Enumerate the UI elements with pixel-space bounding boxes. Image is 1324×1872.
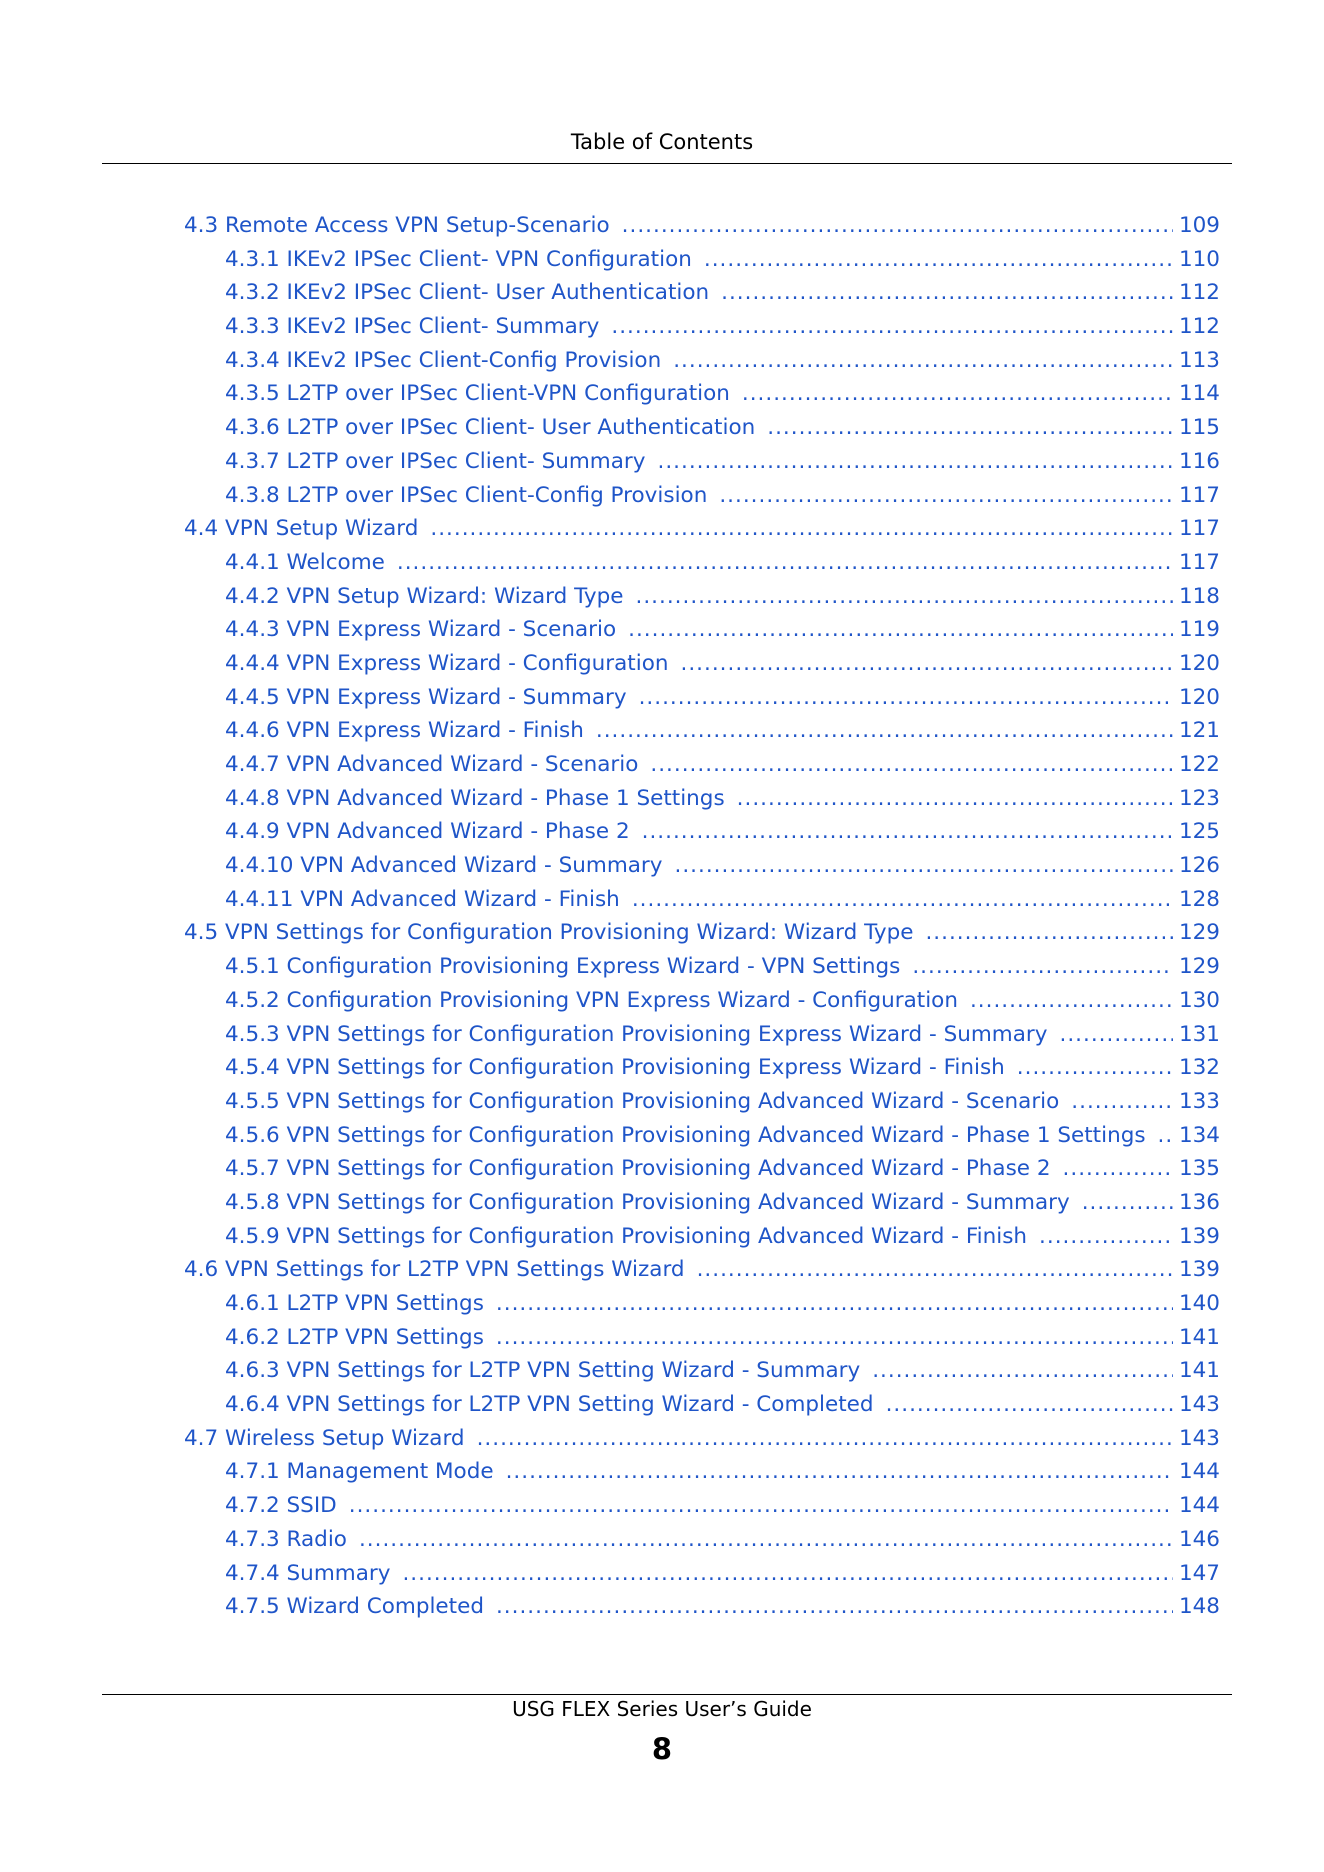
toc-dot-leader <box>1082 1186 1173 1220</box>
toc-dot-leader <box>628 613 1173 647</box>
toc-entry-page: 114 <box>1178 381 1220 407</box>
toc-subsection-link[interactable] <box>184 276 1220 310</box>
toc-dot-leader <box>673 344 1173 378</box>
toc-entry-page: 117 <box>1178 482 1220 508</box>
toc-subsection-link[interactable] <box>184 1152 1220 1186</box>
toc-dot-leader <box>1158 1119 1173 1153</box>
toc-subsection-link[interactable] <box>184 782 1220 816</box>
toc-entry-title: 4.3.1 IKEv2 IPSec Client- VPN Configuration <box>225 246 692 272</box>
toc-subsection-link[interactable] <box>184 243 1220 277</box>
toc-entry-title: 4.4.3 VPN Express Wizard - Scenario <box>225 617 617 643</box>
toc-entry-page: 128 <box>1178 886 1220 912</box>
toc-dot-leader <box>1059 1018 1172 1052</box>
toc-entry-page: 109 <box>1178 213 1220 238</box>
toc-entry-page: 113 <box>1178 347 1220 373</box>
toc-subsection-link[interactable] <box>184 310 1220 344</box>
toc-subsection-link[interactable] <box>184 1388 1220 1422</box>
toc-dot-leader <box>622 209 1173 243</box>
toc-section-link[interactable] <box>184 1422 1220 1456</box>
toc-subsection-link[interactable] <box>184 1051 1220 1085</box>
toc-entry-page: 143 <box>1178 1392 1220 1418</box>
toc-subsection-link[interactable] <box>184 546 1220 580</box>
toc-entry-title: 4.7.1 Management Mode <box>225 1459 494 1485</box>
toc-entry-title: 4.5.2 Configuration Provisioning VPN Express Wizard - Configuration <box>225 987 958 1013</box>
toc-section-link[interactable] <box>184 1253 1220 1287</box>
toc-dot-leader <box>1039 1220 1173 1254</box>
toc-dot-leader <box>1063 1152 1173 1186</box>
toc-subsection-link[interactable] <box>184 580 1220 614</box>
toc-entry-title: 4.4 VPN Setup Wizard <box>184 516 419 542</box>
toc-dot-leader <box>397 546 1173 580</box>
toc-section-link[interactable] <box>184 209 1220 243</box>
toc-entry-page: 141 <box>1178 1324 1220 1350</box>
toc-subsection-link[interactable] <box>184 1186 1220 1220</box>
toc-entry-page: 144 <box>1178 1459 1220 1485</box>
toc-subsection-link[interactable] <box>184 984 1220 1018</box>
toc-entry-page: 141 <box>1178 1358 1220 1384</box>
toc-entry-page: 112 <box>1178 314 1220 340</box>
toc-entry-title: 4.3.6 L2TP over IPSec Client- User Authentication <box>225 415 756 441</box>
toc-entry-title: 4.5 VPN Settings for Configuration Provisioning Wizard: Wizard Type <box>184 920 914 946</box>
toc-entry-title: 4.4.1 Welcome <box>225 549 385 575</box>
toc-dot-leader <box>970 984 1173 1018</box>
toc-dot-leader <box>697 1253 1173 1287</box>
toc-entry-title: 4.3.8 L2TP over IPSec Client-Config Provision <box>225 482 708 508</box>
toc-dot-leader <box>402 1557 1173 1591</box>
toc-subsection-link[interactable] <box>184 1085 1220 1119</box>
toc-subsection-link[interactable] <box>184 1523 1220 1557</box>
toc-dot-leader <box>650 748 1173 782</box>
toc-dot-leader <box>1071 1085 1173 1119</box>
toc-entry-page: 133 <box>1178 1088 1220 1114</box>
toc-entry-title: 4.4.5 VPN Express Wizard - Summary <box>225 684 627 710</box>
toc-dot-leader <box>742 377 1173 411</box>
toc-subsection-link[interactable] <box>184 1489 1220 1523</box>
toc-entry-title: 4.3.2 IKEv2 IPSec Client- User Authentication <box>225 280 710 306</box>
toc-entry-page: 140 <box>1178 1291 1220 1316</box>
toc-subsection-link[interactable] <box>184 377 1220 411</box>
footer-guide-title: USG FLEX Series User’s Guide <box>512 1697 812 1721</box>
toc-entry-page: 112 <box>1178 280 1220 306</box>
toc-subsection-link[interactable] <box>184 883 1220 917</box>
toc-dot-leader <box>642 815 1173 849</box>
table-of-contents <box>184 209 1220 1624</box>
toc-entry-title: 4.6.3 VPN Settings for L2TP VPN Setting Wizard - Summary <box>225 1358 861 1384</box>
header-rule <box>102 163 1232 164</box>
toc-dot-leader <box>719 479 1173 513</box>
toc-entry-page: 126 <box>1178 853 1220 879</box>
toc-entry-title: 4.4.7 VPN Advanced Wizard - Scenario <box>225 752 639 777</box>
toc-subsection-link[interactable] <box>184 479 1220 513</box>
toc-section-link[interactable] <box>184 512 1220 546</box>
toc-entry-page: 148 <box>1178 1594 1220 1620</box>
toc-dot-leader <box>430 512 1173 546</box>
toc-entry-page: 116 <box>1178 448 1220 474</box>
toc-dot-leader <box>912 950 1173 984</box>
toc-subsection-link[interactable] <box>184 748 1220 782</box>
toc-dot-leader <box>632 883 1173 917</box>
toc-entry-title: 4.7 Wireless Setup Wizard <box>184 1425 465 1451</box>
toc-subsection-link[interactable] <box>184 815 1220 849</box>
toc-entry-title: 4.6.2 L2TP VPN Settings <box>225 1324 484 1350</box>
toc-dot-leader <box>496 1321 1173 1355</box>
toc-dot-leader <box>721 276 1173 310</box>
toc-entry-title: 4.7.2 SSID <box>225 1493 337 1519</box>
toc-entry-title: 4.5.5 VPN Settings for Configuration Provisioning Advanced Wizard - Scenario <box>225 1088 1060 1114</box>
toc-dot-leader <box>636 580 1173 614</box>
toc-entry-title: 4.3 Remote Access VPN Setup-Scenario <box>184 213 610 238</box>
toc-entry-title: 4.3.4 IKEv2 IPSec Client-Config Provision <box>225 347 662 373</box>
toc-subsection-link[interactable] <box>184 1287 1220 1321</box>
toc-entry-page: 115 <box>1178 415 1220 441</box>
toc-entry-title: 4.6 VPN Settings for L2TP VPN Settings Wizard <box>184 1257 685 1283</box>
toc-subsection-link[interactable] <box>184 1455 1220 1489</box>
toc-entry-page: 146 <box>1178 1526 1220 1552</box>
toc-subsection-link[interactable] <box>184 714 1220 748</box>
toc-subsection-link[interactable] <box>184 1354 1220 1388</box>
toc-entry-title: 4.5.3 VPN Settings for Configuration Provisioning Express Wizard - Summary <box>225 1021 1048 1047</box>
toc-subsection-link[interactable] <box>184 1220 1220 1254</box>
toc-entry-page: 130 <box>1178 987 1220 1013</box>
page-header-title: Table of Contents <box>570 130 754 154</box>
toc-entry-title: 4.7.4 Summary <box>225 1560 391 1586</box>
toc-subsection-link[interactable] <box>184 445 1220 479</box>
toc-entry-title: 4.3.3 IKEv2 IPSec Client- Summary <box>225 314 600 340</box>
toc-subsection-link[interactable] <box>184 1590 1220 1624</box>
toc-entry-title: 4.3.5 L2TP over IPSec Client-VPN Configuration <box>225 381 730 407</box>
toc-entry-page: 122 <box>1178 752 1220 777</box>
toc-entry-page: 123 <box>1178 785 1220 811</box>
toc-dot-leader <box>737 782 1173 816</box>
toc-dot-leader <box>639 681 1173 715</box>
toc-entry-page: 147 <box>1178 1560 1220 1586</box>
toc-dot-leader <box>506 1455 1173 1489</box>
toc-entry-title: 4.3.7 L2TP over IPSec Client- Summary <box>225 448 646 474</box>
toc-subsection-link[interactable] <box>184 411 1220 445</box>
toc-entry-title: 4.5.8 VPN Settings for Configuration Provisioning Advanced Wizard - Summary <box>225 1189 1070 1215</box>
toc-subsection-link[interactable] <box>184 1321 1220 1355</box>
toc-dot-leader <box>680 647 1172 681</box>
page-number: 8 <box>651 1732 673 1766</box>
toc-entry-page: 132 <box>1178 1055 1220 1081</box>
toc-entry-page: 139 <box>1178 1223 1220 1249</box>
toc-dot-leader <box>925 916 1172 950</box>
toc-entry-title: 4.7.5 Wizard Completed <box>225 1594 484 1620</box>
toc-dot-leader <box>496 1287 1173 1321</box>
toc-subsection-link[interactable] <box>184 849 1220 883</box>
toc-subsection-link[interactable] <box>184 681 1220 715</box>
toc-entry-page: 134 <box>1178 1122 1220 1148</box>
toc-entry-title: 4.4.2 VPN Setup Wizard: Wizard Type <box>225 583 624 609</box>
toc-dot-leader <box>496 1590 1173 1624</box>
toc-entry-page: 129 <box>1178 954 1220 980</box>
toc-entry-page: 117 <box>1178 516 1220 542</box>
toc-entry-page: 120 <box>1178 650 1220 676</box>
toc-entry-title: 4.5.1 Configuration Provisioning Express Wizard - VPN Settings <box>225 954 901 980</box>
toc-entry-page: 136 <box>1178 1189 1220 1215</box>
toc-subsection-link[interactable] <box>184 950 1220 984</box>
toc-entry-page: 125 <box>1178 819 1220 845</box>
toc-subsection-link[interactable] <box>184 647 1220 681</box>
toc-entry-title: 4.5.7 VPN Settings for Configuration Provisioning Advanced Wizard - Phase 2 <box>225 1156 1051 1182</box>
toc-section-link[interactable] <box>184 916 1220 950</box>
toc-dot-leader <box>596 714 1173 748</box>
toc-subsection-link[interactable] <box>184 1557 1220 1591</box>
toc-dot-leader <box>657 445 1172 479</box>
toc-entry-page: 118 <box>1178 583 1220 609</box>
toc-dot-leader <box>1017 1051 1173 1085</box>
toc-dot-leader <box>349 1489 1173 1523</box>
toc-entry-page: 144 <box>1178 1493 1220 1519</box>
toc-dot-leader <box>704 243 1173 277</box>
toc-dot-leader <box>359 1523 1173 1557</box>
toc-entry-title: 4.5.4 VPN Settings for Configuration Provisioning Express Wizard - Finish <box>225 1055 1005 1081</box>
toc-entry-title: 4.4.11 VPN Advanced Wizard - Finish <box>225 886 620 912</box>
toc-entry-page: 129 <box>1178 920 1220 946</box>
toc-dot-leader <box>872 1354 1173 1388</box>
toc-subsection-link[interactable] <box>184 1119 1220 1153</box>
toc-entry-title: 4.5.6 VPN Settings for Configuration Provisioning Advanced Wizard - Phase 1 Settings <box>225 1122 1146 1148</box>
footer-rule <box>102 1694 1232 1695</box>
toc-dot-leader <box>675 849 1173 883</box>
toc-entry-title: 4.4.4 VPN Express Wizard - Configuration <box>225 650 669 676</box>
toc-dot-leader <box>477 1422 1173 1456</box>
toc-dot-leader <box>886 1388 1173 1422</box>
toc-dot-leader <box>611 310 1173 344</box>
toc-entry-page: 120 <box>1178 684 1220 710</box>
toc-entry-title: 4.5.9 VPN Settings for Configuration Provisioning Advanced Wizard - Finish <box>225 1223 1028 1249</box>
toc-entry-title: 4.6.4 VPN Settings for L2TP VPN Setting Wizard - Completed <box>225 1392 874 1418</box>
toc-dot-leader <box>767 411 1173 445</box>
toc-entry-title: 4.4.8 VPN Advanced Wizard - Phase 1 Settings <box>225 785 725 811</box>
toc-entry-page: 135 <box>1178 1156 1220 1182</box>
toc-entry-title: 4.6.1 L2TP VPN Settings <box>225 1291 484 1316</box>
toc-entry-title: 4.4.6 VPN Express Wizard - Finish <box>225 718 584 744</box>
toc-entry-page: 119 <box>1178 617 1220 643</box>
toc-entry-page: 121 <box>1178 718 1220 744</box>
toc-entry-title: 4.4.10 VPN Advanced Wizard - Summary <box>225 853 663 879</box>
toc-entry-page: 117 <box>1178 549 1220 575</box>
toc-entry-page: 139 <box>1178 1257 1220 1283</box>
toc-entry-page: 131 <box>1178 1021 1220 1047</box>
toc-subsection-link[interactable] <box>184 613 1220 647</box>
toc-entry-page: 143 <box>1178 1425 1220 1451</box>
toc-subsection-link[interactable] <box>184 344 1220 378</box>
toc-entry-title: 4.4.9 VPN Advanced Wizard - Phase 2 <box>225 819 630 845</box>
toc-subsection-link[interactable] <box>184 1018 1220 1052</box>
toc-entry-page: 110 <box>1178 246 1220 272</box>
toc-entry-title: 4.7.3 Radio <box>225 1526 347 1552</box>
